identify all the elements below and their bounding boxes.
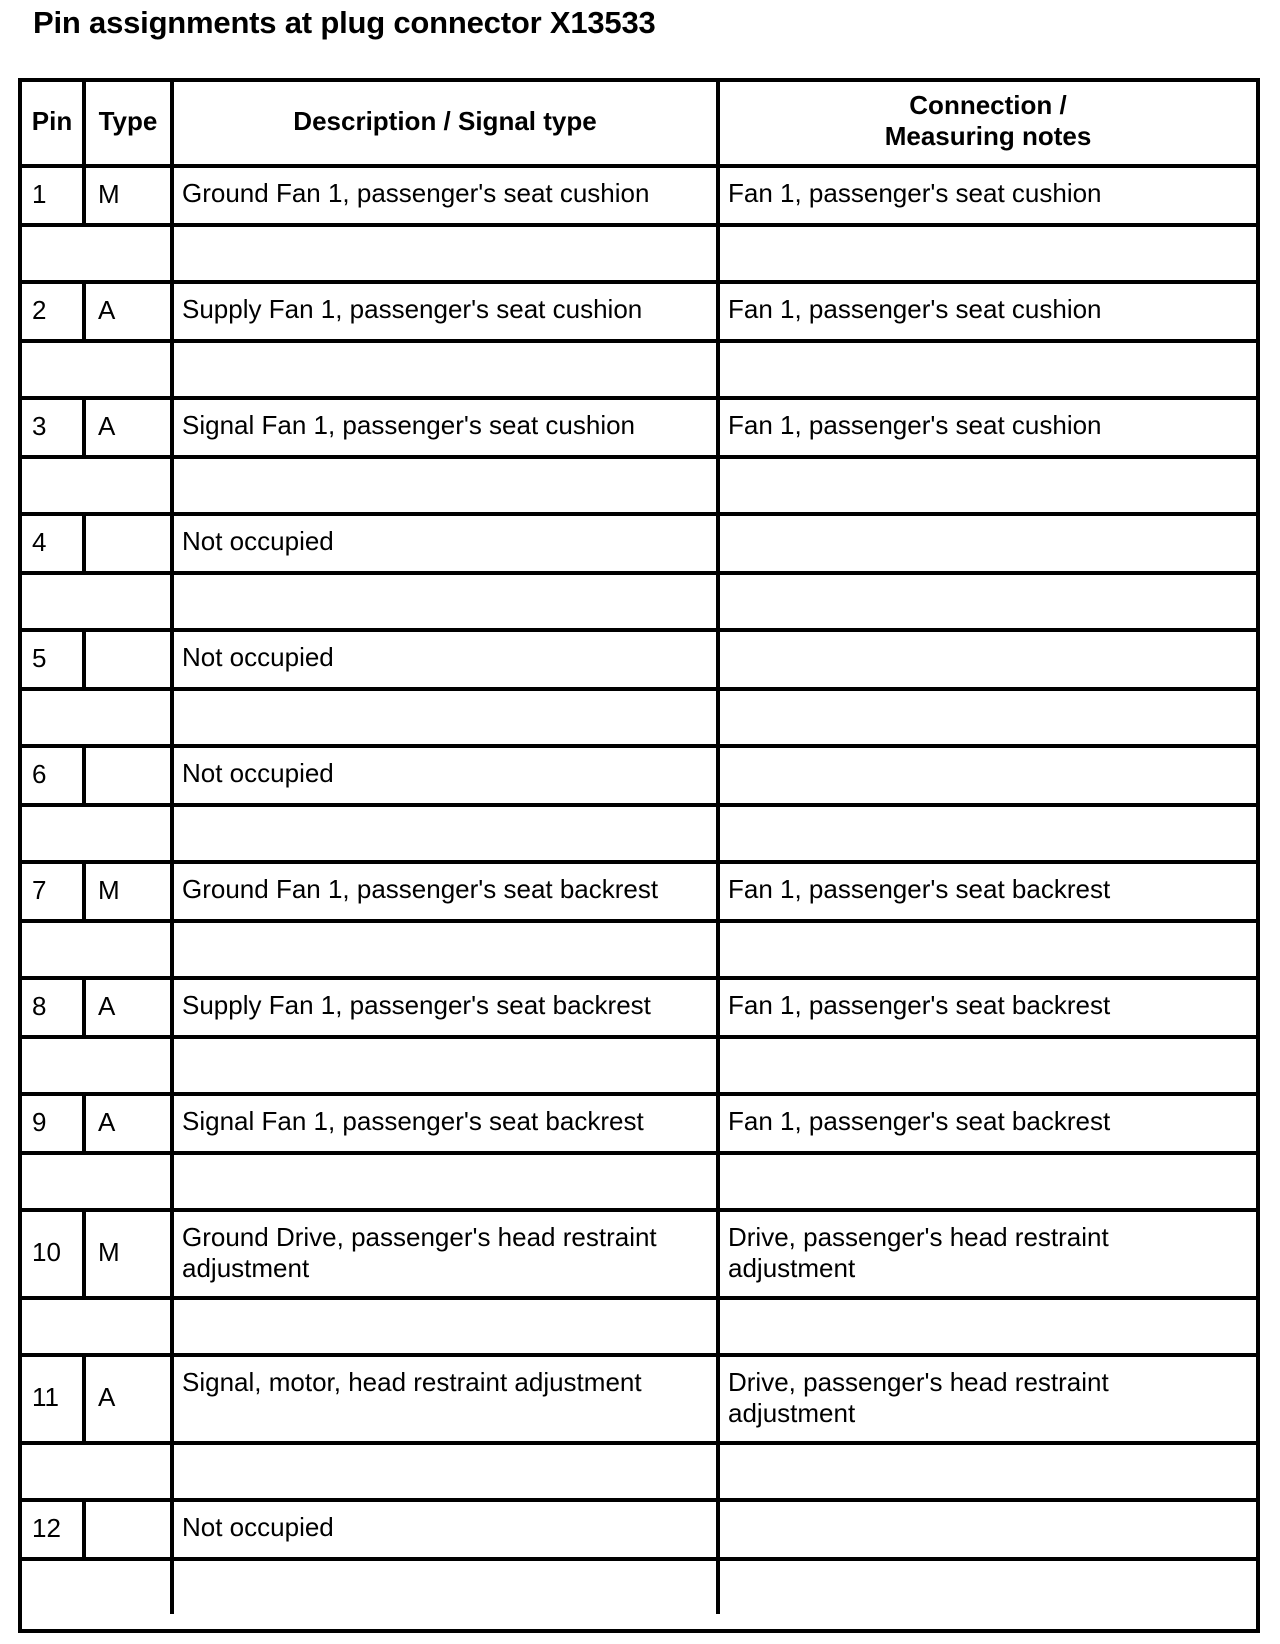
table-row-divider xyxy=(22,396,1256,400)
table-column-divider xyxy=(82,980,86,1035)
type-cell: A xyxy=(98,294,116,325)
description-cell: Ground Fan 1, passenger's seat cushion xyxy=(182,177,650,208)
table-column-divider xyxy=(716,1561,720,1614)
table-column-divider xyxy=(716,691,720,744)
pin-cell: 1 xyxy=(32,178,47,209)
table-row-divider xyxy=(22,1035,1256,1039)
table-row-divider xyxy=(22,1353,1256,1357)
pin-cell: 12 xyxy=(32,1512,61,1543)
notes-cell: Fan 1, passenger's seat cushion xyxy=(728,409,1102,440)
pin-cell: 7 xyxy=(32,874,47,905)
pin-table xyxy=(18,78,1260,1633)
table-column-divider xyxy=(716,516,720,571)
pin-cell: 5 xyxy=(32,642,47,673)
table-column-divider xyxy=(170,343,174,396)
table-column-divider xyxy=(716,632,720,687)
table-row-divider xyxy=(22,339,1256,343)
table-row-divider xyxy=(22,512,1256,516)
table-column-divider xyxy=(170,1445,174,1498)
table-column-divider xyxy=(716,980,720,1035)
table-column-divider xyxy=(82,1212,86,1296)
table-row-divider xyxy=(22,164,1256,168)
type-cell: M xyxy=(98,178,120,209)
pin-cell: 3 xyxy=(32,410,47,441)
table-column-divider xyxy=(716,807,720,860)
table-column-divider xyxy=(82,1357,86,1441)
pin-cell: 6 xyxy=(32,758,47,789)
table-column-divider xyxy=(716,1155,720,1208)
pin-cell: 11 xyxy=(32,1382,59,1412)
header-pin: Pin xyxy=(31,106,73,136)
type-cell: A xyxy=(98,1106,116,1137)
table-column-divider xyxy=(82,400,86,455)
table-column-divider xyxy=(170,284,174,339)
table-column-divider xyxy=(82,82,86,164)
pin-cell: 10 xyxy=(32,1237,61,1267)
table-column-divider xyxy=(82,168,86,223)
table-row-divider xyxy=(22,1557,1256,1561)
table-column-divider xyxy=(716,748,720,803)
table-column-divider xyxy=(170,1155,174,1208)
table-column-divider xyxy=(170,400,174,455)
table-column-divider xyxy=(170,748,174,803)
table-column-divider xyxy=(170,864,174,919)
table-column-divider xyxy=(170,1039,174,1092)
table-row-divider xyxy=(22,860,1256,864)
page-title: Pin assignments at plug connector X13533 xyxy=(33,5,656,40)
table-column-divider xyxy=(716,575,720,628)
header-notes: Connection / Measuring notes xyxy=(884,90,1092,151)
table-column-divider xyxy=(170,1502,174,1557)
notes-cell: Drive, passenger's head restraint adjustment xyxy=(728,1367,1109,1428)
table-column-divider xyxy=(170,1561,174,1614)
description-cell: Signal Fan 1, passenger's seat backrest xyxy=(182,1105,644,1136)
table-column-divider xyxy=(716,923,720,976)
table-column-divider xyxy=(716,1096,720,1151)
table-row-divider xyxy=(22,803,1256,807)
table-row-divider xyxy=(22,1151,1256,1155)
description-cell: Not occupied xyxy=(182,641,334,672)
type-cell: A xyxy=(98,990,116,1021)
table-column-divider xyxy=(716,82,720,164)
table-row-divider xyxy=(22,455,1256,459)
table-column-divider xyxy=(82,748,86,803)
table-column-divider xyxy=(82,284,86,339)
table-column-divider xyxy=(716,1502,720,1557)
table-column-divider xyxy=(170,1096,174,1151)
notes-cell: Fan 1, passenger's seat cushion xyxy=(728,293,1102,324)
pin-cell: 4 xyxy=(32,526,47,557)
notes-cell: Fan 1, passenger's seat cushion xyxy=(728,177,1102,208)
table-column-divider xyxy=(716,400,720,455)
table-column-divider xyxy=(716,864,720,919)
type-cell: M xyxy=(98,874,120,905)
table-column-divider xyxy=(170,632,174,687)
table-row-divider xyxy=(22,571,1256,575)
description-cell: Ground Fan 1, passenger's seat backrest xyxy=(182,873,659,904)
table-column-divider xyxy=(82,1096,86,1151)
table-column-divider xyxy=(170,575,174,628)
table-column-divider xyxy=(82,632,86,687)
table-column-divider xyxy=(170,691,174,744)
table-row-divider xyxy=(22,280,1256,284)
table-column-divider xyxy=(82,864,86,919)
table-column-divider xyxy=(170,459,174,512)
table-row-divider xyxy=(22,223,1256,227)
table-row-divider xyxy=(22,687,1256,691)
description-cell: Supply Fan 1, passenger's seat backrest xyxy=(182,989,651,1020)
description-cell: Not occupied xyxy=(182,1511,334,1542)
pin-cell: 8 xyxy=(32,990,47,1021)
description-cell: Signal, motor, head restraint adjustment xyxy=(182,1367,642,1397)
table-row-divider xyxy=(22,919,1256,923)
table-column-divider xyxy=(170,82,174,164)
table-column-divider xyxy=(716,1357,720,1441)
description-cell: Ground Drive, passenger's head restraint adjustment xyxy=(182,1222,657,1283)
description-cell: Supply Fan 1, passenger's seat cushion xyxy=(182,293,643,324)
table-column-divider xyxy=(82,516,86,571)
notes-cell: Fan 1, passenger's seat backrest xyxy=(728,989,1111,1020)
table-column-divider xyxy=(716,1039,720,1092)
table-column-divider xyxy=(716,1445,720,1498)
pin-cell: 9 xyxy=(32,1106,47,1137)
table-column-divider xyxy=(170,807,174,860)
table-column-divider xyxy=(716,168,720,223)
type-cell: A xyxy=(98,1382,116,1412)
table-column-divider xyxy=(716,227,720,280)
table-row-divider xyxy=(22,1092,1256,1096)
table-column-divider xyxy=(716,284,720,339)
table-column-divider xyxy=(170,168,174,223)
pin-cell: 2 xyxy=(32,294,47,325)
table-row-divider xyxy=(22,1296,1256,1300)
description-cell: Not occupied xyxy=(182,525,334,556)
header-type: Type xyxy=(98,106,158,136)
table-column-divider xyxy=(716,343,720,396)
table-row-divider xyxy=(22,976,1256,980)
table-column-divider xyxy=(170,980,174,1035)
table-row-divider xyxy=(22,744,1256,748)
table-column-divider xyxy=(170,1300,174,1353)
notes-cell: Drive, passenger's head restraint adjustment xyxy=(728,1222,1109,1283)
table-column-divider xyxy=(716,1300,720,1353)
table-column-divider xyxy=(82,1502,86,1557)
notes-cell: Fan 1, passenger's seat backrest xyxy=(728,1105,1111,1136)
table-column-divider xyxy=(170,1357,174,1441)
table-row-divider xyxy=(22,628,1256,632)
description-cell: Signal Fan 1, passenger's seat cushion xyxy=(182,409,636,440)
table-column-divider xyxy=(716,459,720,512)
table-column-divider xyxy=(170,923,174,976)
table-row-divider xyxy=(22,1441,1256,1445)
table-column-divider xyxy=(170,227,174,280)
table-row-divider xyxy=(22,1208,1256,1212)
header-description: Description / Signal type xyxy=(293,106,597,136)
table-column-divider xyxy=(716,1212,720,1296)
description-cell: Not occupied xyxy=(182,757,334,788)
table-column-divider xyxy=(170,1212,174,1296)
table-column-divider xyxy=(170,516,174,571)
type-cell: A xyxy=(98,410,116,441)
notes-cell: Fan 1, passenger's seat backrest xyxy=(728,873,1111,904)
type-cell: M xyxy=(98,1237,120,1267)
table-row-divider xyxy=(22,1498,1256,1502)
